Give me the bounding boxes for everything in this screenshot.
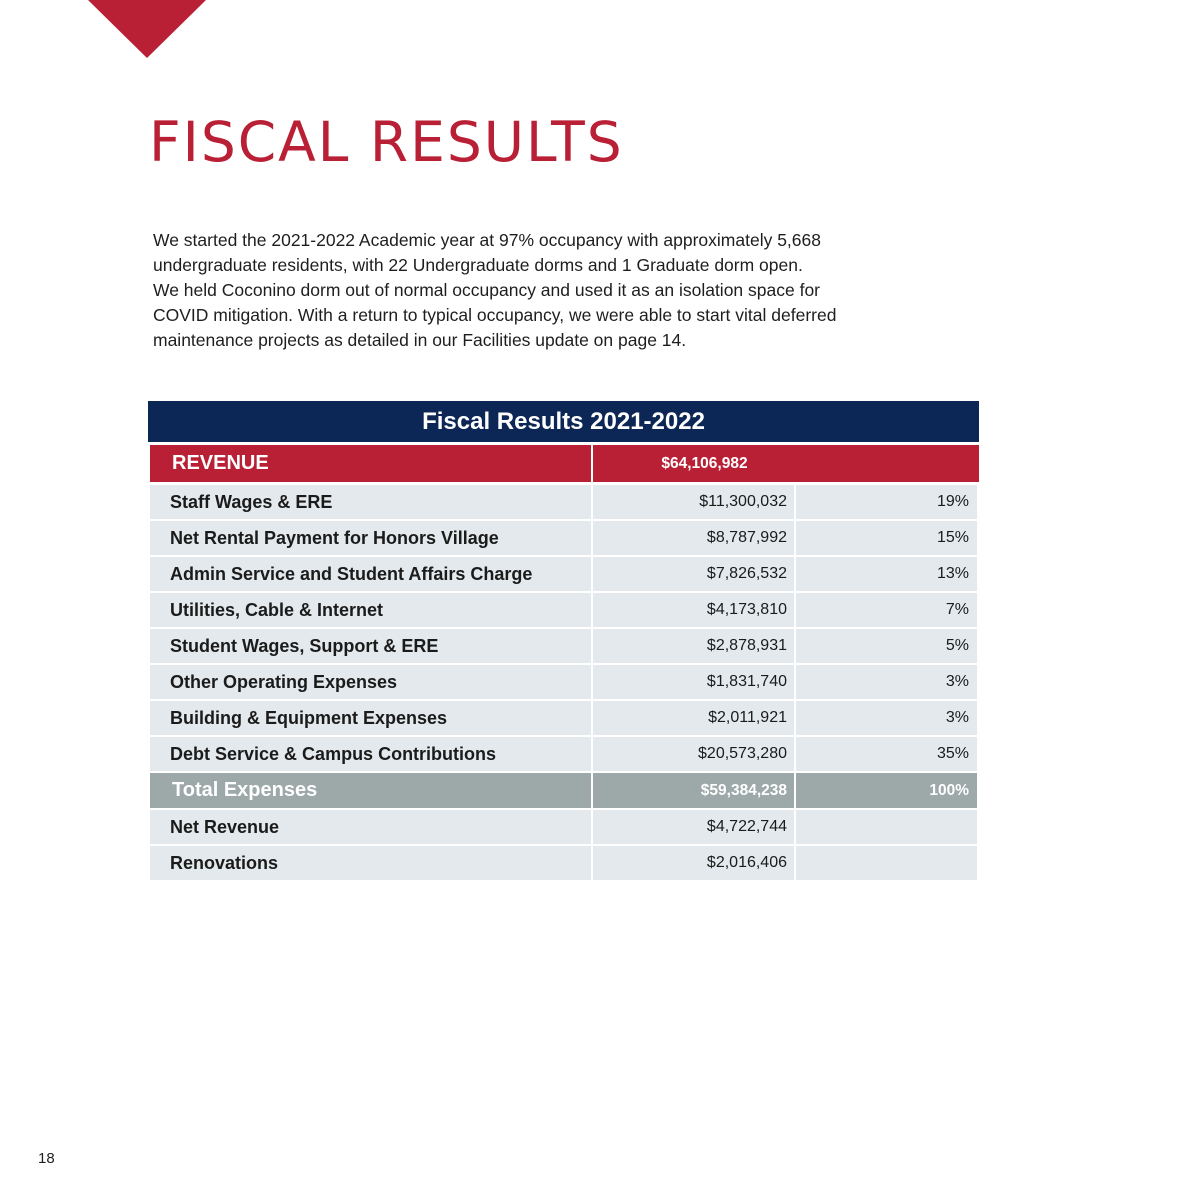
table-row bbox=[148, 593, 979, 629]
expense-label: Net Rental Payment for Honors Village bbox=[150, 521, 591, 555]
table-row bbox=[148, 557, 979, 593]
expense-percent: 3% bbox=[796, 665, 977, 699]
expense-percent: 7% bbox=[796, 593, 977, 627]
intro-line: We held Coconino dorm out of normal occupancy and used it as an isolation space for bbox=[153, 280, 821, 300]
table-row bbox=[148, 737, 979, 773]
expense-label: Debt Service & Campus Contributions bbox=[150, 737, 591, 771]
total-expenses-row bbox=[148, 773, 979, 810]
expense-amount: $4,173,810 bbox=[593, 593, 794, 627]
net-revenue-row bbox=[148, 810, 979, 846]
fiscal-results-table bbox=[148, 401, 979, 882]
table-row bbox=[148, 701, 979, 737]
expense-label: Utilities, Cable & Internet bbox=[150, 593, 591, 627]
expense-amount: $8,787,992 bbox=[593, 521, 794, 555]
intro-line: undergraduate residents, with 22 Undergraduate dorms and 1 Graduate dorm open. bbox=[153, 255, 803, 275]
expense-percent: 5% bbox=[796, 629, 977, 663]
expense-amount: $2,011,921 bbox=[593, 701, 794, 735]
page-title: FISCAL RESULTS bbox=[149, 110, 624, 174]
expense-label: Admin Service and Student Affairs Charge bbox=[150, 557, 591, 591]
expense-label: Student Wages, Support & ERE bbox=[150, 629, 591, 663]
expense-percent: 19% bbox=[796, 485, 977, 519]
intro-line: maintenance projects as detailed in our Facilities update on page 14. bbox=[153, 330, 687, 350]
expense-label: Other Operating Expenses bbox=[150, 665, 591, 699]
table-row bbox=[148, 485, 979, 521]
revenue-amount: $64,106,982 bbox=[593, 445, 794, 482]
expense-label: Staff Wages & ERE bbox=[150, 485, 591, 519]
revenue-label: REVENUE bbox=[150, 445, 591, 482]
renovations-row bbox=[148, 846, 979, 882]
expense-label: Building & Equipment Expenses bbox=[150, 701, 591, 735]
renovations-blank-cell bbox=[796, 846, 977, 880]
renovations-amount: $2,016,406 bbox=[593, 846, 794, 880]
intro-line: COVID mitigation. With a return to typical occupancy, we were able to start vital deferred bbox=[153, 305, 837, 325]
table-row bbox=[148, 629, 979, 665]
expense-amount: $1,831,740 bbox=[593, 665, 794, 699]
intro-paragraph bbox=[153, 228, 913, 353]
expense-amount: $2,878,931 bbox=[593, 629, 794, 663]
expense-percent: 13% bbox=[796, 557, 977, 591]
net-revenue-blank-cell bbox=[796, 810, 977, 844]
expense-amount: $11,300,032 bbox=[593, 485, 794, 519]
total-amount: $59,384,238 bbox=[593, 773, 794, 808]
page-number: 18 bbox=[38, 1150, 55, 1167]
net-revenue-amount: $4,722,744 bbox=[593, 810, 794, 844]
expense-percent: 3% bbox=[796, 701, 977, 735]
renovations-label: Renovations bbox=[150, 846, 591, 880]
expense-percent: 35% bbox=[796, 737, 977, 771]
intro-line: We started the 2021-2022 Academic year at 97% occupancy with approximately 5,668 bbox=[153, 230, 821, 250]
expense-percent: 15% bbox=[796, 521, 977, 555]
revenue-blank-cell bbox=[794, 445, 979, 482]
net-revenue-label: Net Revenue bbox=[150, 810, 591, 844]
total-percent: 100% bbox=[796, 773, 977, 808]
table-row bbox=[148, 521, 979, 557]
corner-triangle-decoration bbox=[88, 0, 206, 58]
expense-amount: $20,573,280 bbox=[593, 737, 794, 771]
table-title: Fiscal Results 2021-2022 bbox=[148, 401, 979, 445]
table-row bbox=[148, 665, 979, 701]
revenue-row bbox=[148, 445, 979, 485]
total-label: Total Expenses bbox=[150, 773, 591, 808]
expense-amount: $7,826,532 bbox=[593, 557, 794, 591]
